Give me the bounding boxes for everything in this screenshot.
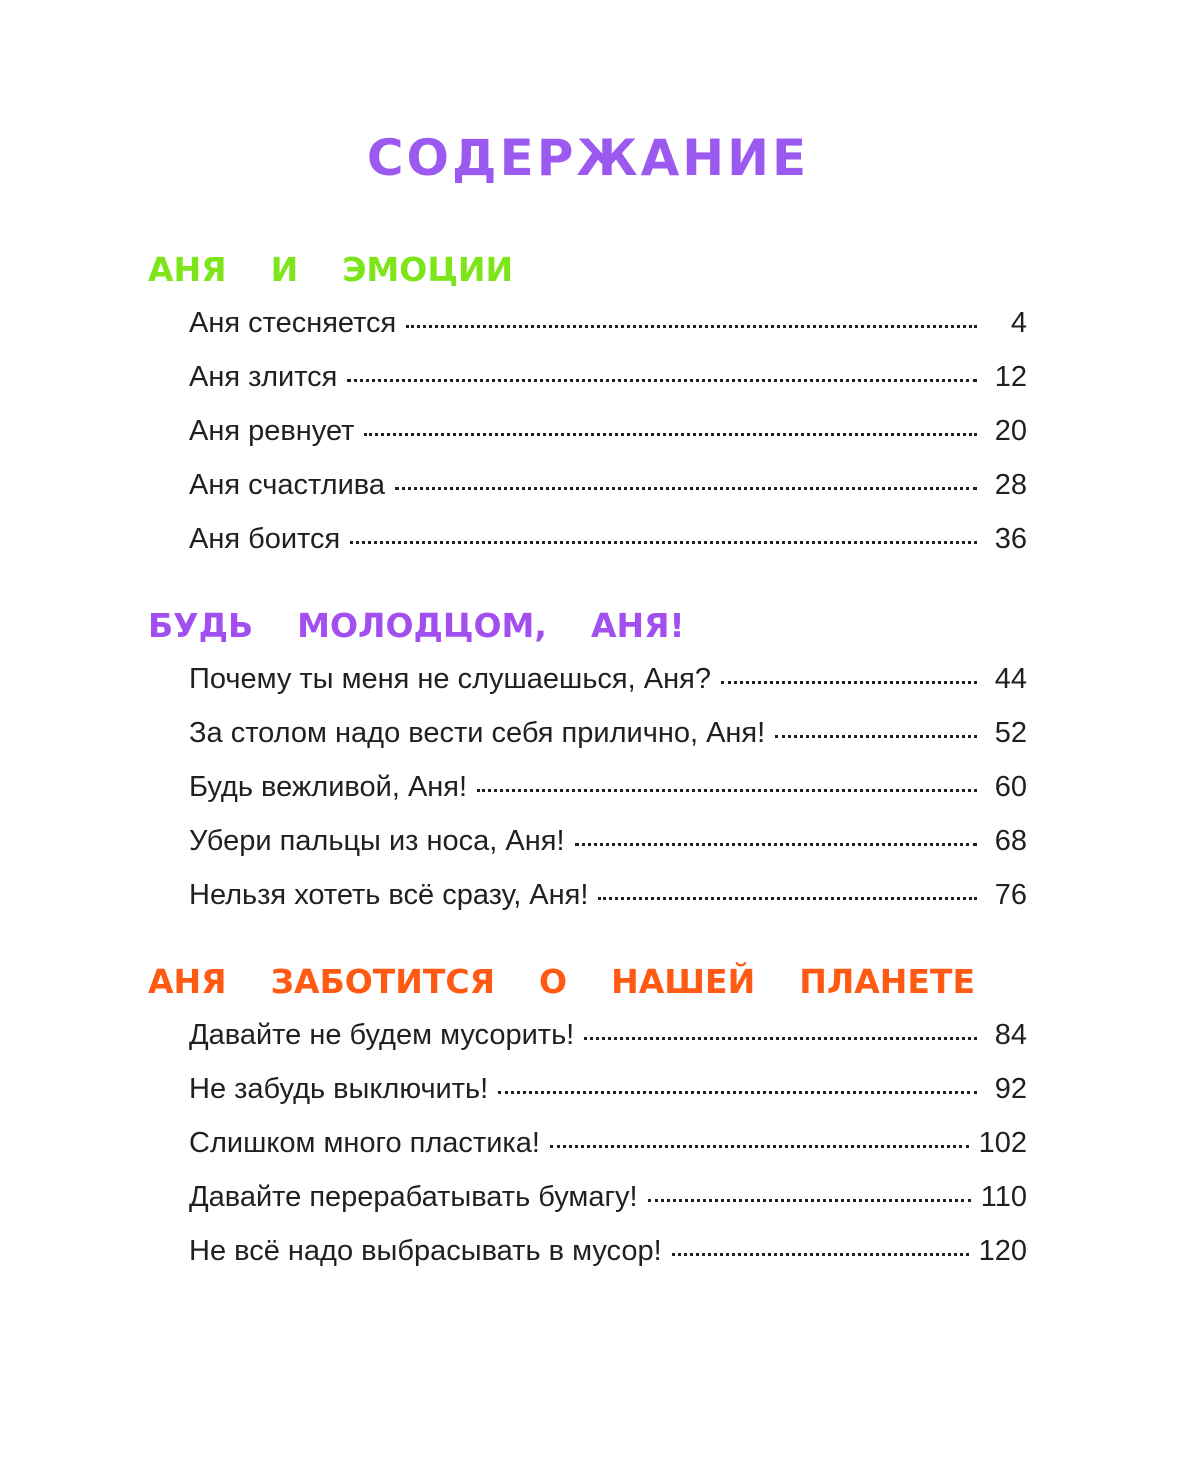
toc-entry[interactable]: [189, 1071, 1027, 1125]
toc-entry-title: Почему ты меня не слушаешься, Аня?: [189, 663, 711, 695]
toc-entry-page-number: 102: [978, 1127, 1027, 1159]
toc-entry-title: Нельзя хотеть всё сразу, Аня!: [189, 879, 589, 911]
section-heading: [148, 962, 1019, 1002]
toc-entry-page-number: 4: [1010, 307, 1027, 339]
section-heading-word: НАШЕЙ: [611, 962, 756, 1001]
toc-entry-page-number: 44: [994, 663, 1027, 695]
dot-leader: [477, 788, 977, 792]
toc-entry[interactable]: [189, 467, 1027, 521]
dot-leader: [550, 1144, 969, 1148]
section-heading-word: ПЛАНЕТЕ: [799, 962, 975, 1001]
dot-leader: [350, 540, 977, 544]
toc-entry-page-number: 92: [994, 1073, 1027, 1105]
toc-entry-title: Давайте перерабатывать бумагу!: [189, 1181, 638, 1213]
toc-entry-title: Давайте не будем мусорить!: [189, 1019, 575, 1051]
toc-entry-page-number: 60: [994, 771, 1027, 803]
toc-entry-title: Убери пальцы из носа, Аня!: [189, 825, 565, 857]
dot-leader: [598, 896, 977, 900]
section-heading-word: АНЯ: [148, 250, 227, 289]
toc-entry[interactable]: [189, 521, 1027, 575]
toc-entry-list: [189, 1017, 1027, 1287]
toc-entry-title: Аня злится: [189, 361, 338, 393]
dot-leader: [775, 734, 977, 738]
toc-entry-page-number: 12: [994, 361, 1027, 393]
dot-leader: [364, 432, 977, 436]
toc-entry[interactable]: [189, 715, 1027, 769]
toc-entry[interactable]: [189, 413, 1027, 467]
toc-entry-title: Аня боится: [189, 523, 341, 555]
dot-leader: [648, 1198, 971, 1202]
toc-entry[interactable]: [189, 877, 1027, 931]
section-heading-word: АНЯ!: [590, 606, 685, 645]
toc-entry[interactable]: [189, 305, 1027, 359]
toc-entry-title: Аня стесняется: [189, 307, 397, 339]
toc-entry-title: Аня счастлива: [189, 469, 386, 501]
dot-leader: [347, 378, 977, 382]
toc-entry-title: Будь вежливой, Аня!: [189, 771, 468, 803]
section-heading-word: ЭМОЦИИ: [342, 250, 514, 289]
toc-entry-page-number: 28: [994, 469, 1027, 501]
toc-entry-page-number: 20: [994, 415, 1027, 447]
toc-entry-page-number: 52: [994, 717, 1027, 749]
toc-entry[interactable]: [189, 359, 1027, 413]
toc-entry[interactable]: [189, 1233, 1027, 1287]
section-heading-word: МОЛОДЦОМ,: [297, 606, 547, 645]
section-heading-word: АНЯ: [148, 962, 227, 1001]
toc-entry-title: Не всё надо выбрасывать в мусор!: [189, 1235, 662, 1267]
dot-leader: [584, 1036, 977, 1040]
toc-entry-list: [189, 661, 1027, 931]
dot-leader: [498, 1090, 977, 1094]
toc-entry-page-number: 36: [994, 523, 1027, 555]
dot-leader: [672, 1252, 969, 1256]
toc-entry-page-number: 84: [994, 1019, 1027, 1051]
dot-leader: [406, 324, 977, 328]
toc-entry-title: Аня ревнует: [189, 415, 355, 447]
toc-entry[interactable]: [189, 661, 1027, 715]
toc-entry[interactable]: [189, 1125, 1027, 1179]
toc-entry-list: [189, 305, 1027, 575]
section-heading: [148, 606, 729, 646]
toc-entry[interactable]: [189, 769, 1027, 823]
section-heading-word: И: [270, 250, 299, 289]
toc-entry-page-number: 120: [978, 1235, 1027, 1267]
section-heading: [148, 250, 557, 290]
section-heading-word: О: [539, 962, 568, 1001]
toc-entry-page-number: 76: [994, 879, 1027, 911]
dot-leader: [575, 842, 977, 846]
section-heading-word: ЗАБОТИТСЯ: [270, 962, 496, 1001]
toc-entry-page-number: 68: [994, 825, 1027, 857]
toc-entry-title: Не забудь выключить!: [189, 1073, 489, 1105]
dot-leader: [721, 680, 977, 684]
toc-entry[interactable]: [189, 1179, 1027, 1233]
toc-entry-title: Слишком много пластика!: [189, 1127, 540, 1159]
toc-entry[interactable]: [189, 1017, 1027, 1071]
section-heading-word: БУДЬ: [148, 606, 254, 645]
page-title: СОДЕРЖАНИЕ: [366, 129, 810, 187]
dot-leader: [395, 486, 977, 490]
toc-entry-page-number: 110: [980, 1181, 1027, 1213]
toc-entry[interactable]: [189, 823, 1027, 877]
toc-entry-title: За столом надо вести себя прилично, Аня!: [189, 717, 766, 749]
